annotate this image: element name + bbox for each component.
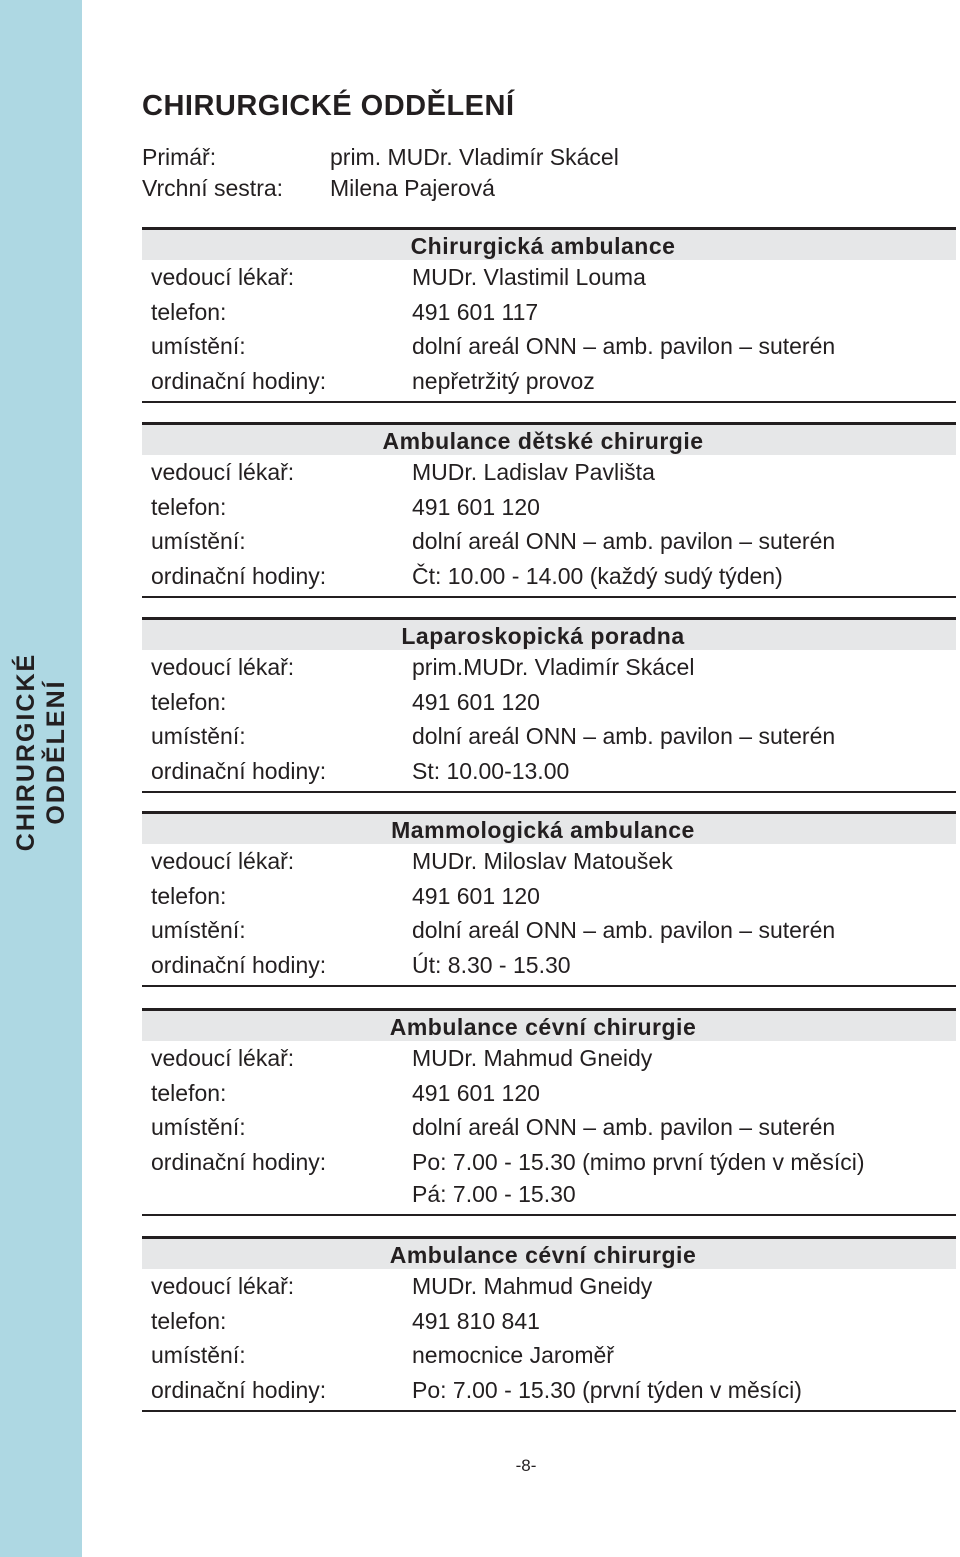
- section-ambulance-cevni-chirurgie-jaromer: [142, 1236, 956, 1412]
- info-label: ordinační hodiny:: [151, 757, 327, 784]
- section-title: Ambulance cévní chirurgie: [389, 1014, 697, 1040]
- info-row-continued: [151, 1179, 956, 1211]
- info-label: ordinační hodiny:: [151, 951, 327, 978]
- section-heading: [142, 617, 956, 650]
- info-row: [151, 329, 956, 364]
- section-rows: [142, 650, 956, 791]
- info-value: dolní areál ONN – amb. pavilon – suterén: [412, 917, 836, 943]
- page-number: -8-: [515, 1456, 537, 1475]
- section-title: Chirurgická ambulance: [410, 233, 676, 259]
- info-label: telefon:: [151, 1307, 227, 1334]
- info-row: [151, 1076, 956, 1111]
- info-label: telefon:: [151, 882, 227, 909]
- info-value: 491 601 120: [412, 688, 540, 715]
- section-rows: [142, 844, 956, 985]
- info-label: umístění:: [151, 917, 246, 943]
- section-title: Ambulance dětské chirurgie: [382, 428, 704, 454]
- section-heading: [142, 227, 956, 260]
- section-ambulance-cevni-chirurgie: [142, 1008, 956, 1216]
- info-row: [151, 1145, 956, 1180]
- info-row: [151, 295, 956, 330]
- staff-value: Milena Pajerová: [330, 175, 495, 201]
- side-tab-label: [11, 653, 71, 851]
- info-value: 491 601 117: [412, 298, 539, 325]
- info-value: MUDr. Ladislav Pavlišta: [412, 459, 655, 485]
- info-row: [151, 1373, 956, 1408]
- staff-list: [142, 142, 619, 204]
- info-value: dolní areál ONN – amb. pavilon – suterén: [412, 333, 836, 359]
- info-row: [151, 490, 956, 525]
- staff-label: Vrchní sestra:: [142, 175, 284, 201]
- info-label: vedoucí lékař:: [151, 1273, 295, 1299]
- info-row: [151, 455, 956, 490]
- info-value: nemocnice Jaroměř: [412, 1342, 614, 1368]
- info-label: vedoucí lékař:: [151, 264, 295, 290]
- info-value: 491 810 841: [412, 1307, 540, 1334]
- section-heading: [142, 422, 956, 455]
- info-label: ordinační hodiny:: [151, 1148, 327, 1175]
- side-tab-line2: ODDĚLENÍ: [42, 679, 70, 825]
- section-heading: [142, 811, 956, 844]
- staff-value: prim. MUDr. Vladimír Skácel: [330, 144, 619, 170]
- info-value: 491 601 120: [412, 1079, 540, 1106]
- staff-label: Primář:: [142, 144, 217, 170]
- info-row: [151, 1110, 956, 1145]
- info-row: [151, 754, 956, 789]
- info-value: nepřetržitý provoz: [412, 367, 595, 394]
- info-label: telefon:: [151, 298, 227, 325]
- info-label: vedoucí lékař:: [151, 654, 295, 680]
- section-rows: [142, 1269, 956, 1410]
- info-value: Pá: 7.00 - 15.30: [412, 1181, 576, 1207]
- info-label: vedoucí lékař:: [151, 459, 295, 485]
- info-value: dolní areál ONN – amb. pavilon – suterén: [412, 723, 836, 749]
- section-rows: [142, 260, 956, 401]
- info-value: dolní areál ONN – amb. pavilon – suterén: [412, 1114, 836, 1140]
- info-row: [151, 685, 956, 720]
- info-label: ordinační hodiny:: [151, 562, 327, 589]
- info-label: telefon:: [151, 688, 227, 715]
- info-label: umístění:: [151, 1114, 246, 1140]
- info-row: [151, 559, 956, 594]
- info-label: ordinační hodiny:: [151, 1376, 327, 1403]
- info-row: [151, 524, 956, 559]
- info-value: 491 601 120: [412, 493, 540, 520]
- info-value: Čt: 10.00 - 14.00 (každý sudý týden): [412, 562, 783, 589]
- info-label: vedoucí lékař:: [151, 1045, 295, 1071]
- section-title: Mammologická ambulance: [391, 817, 695, 843]
- info-label: telefon:: [151, 493, 227, 520]
- page-title: CHIRURGICKÉ ODDĚLENÍ: [142, 90, 515, 122]
- section-title: Ambulance cévní chirurgie: [389, 1242, 697, 1268]
- info-label: telefon:: [151, 1079, 227, 1106]
- info-row: [151, 948, 956, 983]
- side-tab-line1: CHIRURGICKÉ: [12, 652, 40, 852]
- section-heading: [142, 1236, 956, 1269]
- info-label: ordinační hodiny:: [151, 367, 327, 394]
- side-tab: [0, 0, 82, 1557]
- info-value: prim.MUDr. Vladimír Skácel: [412, 654, 695, 680]
- info-value: Út: 8.30 - 15.30: [412, 951, 571, 978]
- info-value: St: 10.00-13.00: [412, 757, 570, 784]
- section-title: Laparoskopická poradna: [401, 623, 685, 649]
- info-value: Po: 7.00 - 15.30 (mimo první týden v měsíci): [412, 1148, 865, 1175]
- info-row: [151, 844, 956, 879]
- section-rows: [142, 1041, 956, 1214]
- info-value: 491 601 120: [412, 882, 540, 909]
- info-row: [151, 1338, 956, 1373]
- staff-row-head: [142, 142, 619, 173]
- info-label: umístění:: [151, 1342, 246, 1368]
- section-ambulance-detske-chirurgie: [142, 422, 956, 598]
- section-laparoskopicka-poradna: [142, 617, 956, 793]
- info-value: MUDr. Vlastimil Louma: [412, 264, 646, 290]
- section-rows: [142, 455, 956, 596]
- info-label: umístění:: [151, 333, 246, 359]
- info-row: [151, 879, 956, 914]
- info-value: MUDr. Mahmud Gneidy: [412, 1045, 653, 1071]
- section-mammologicka-ambulance: [142, 811, 956, 987]
- info-row: [151, 1269, 956, 1304]
- info-label: umístění:: [151, 723, 246, 749]
- info-label: vedoucí lékař:: [151, 848, 295, 874]
- info-label: umístění:: [151, 528, 246, 554]
- info-row: [151, 1041, 956, 1076]
- info-row: [151, 260, 956, 295]
- info-value: MUDr. Mahmud Gneidy: [412, 1273, 653, 1299]
- info-row: [151, 364, 956, 399]
- info-value: Po: 7.00 - 15.30 (první týden v měsíci): [412, 1376, 802, 1403]
- info-value: MUDr. Miloslav Matoušek: [412, 848, 673, 874]
- section-chirurgicka-ambulance: [142, 227, 956, 403]
- info-row: [151, 650, 956, 685]
- info-row: [151, 1304, 956, 1339]
- info-row: [151, 913, 956, 948]
- section-heading: [142, 1008, 956, 1041]
- staff-row-nurse: [142, 173, 619, 204]
- info-label-empty: [151, 1179, 412, 1211]
- info-row: [151, 719, 956, 754]
- info-value: dolní areál ONN – amb. pavilon – suterén: [412, 528, 836, 554]
